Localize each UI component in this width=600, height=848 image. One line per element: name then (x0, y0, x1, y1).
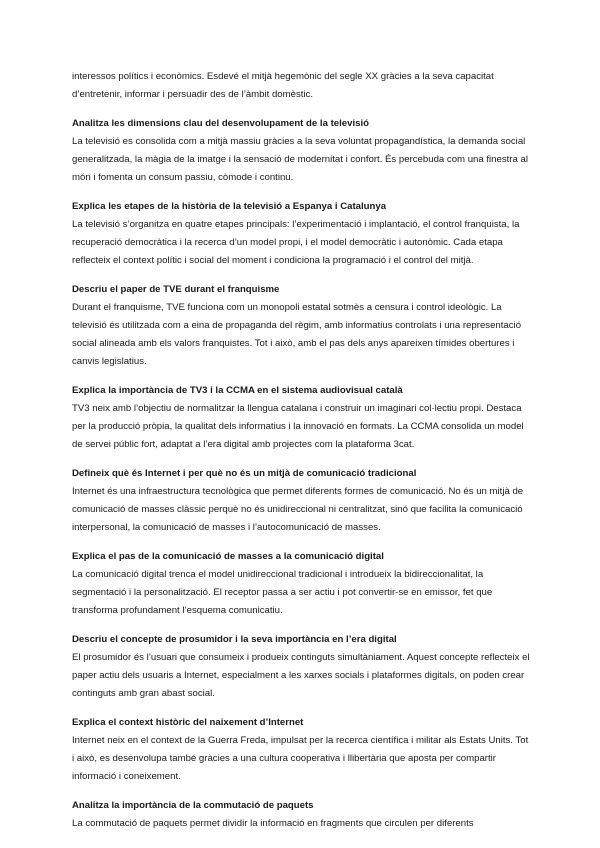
question-heading: Analitza la importància de la commutació de paquets (72, 800, 314, 811)
question-heading: Analitza les dimensions clau del desenvolupament de la televisió (72, 118, 369, 129)
question-heading: Explica el pas de la comunicació de masses a la comunicació digital (72, 551, 384, 562)
answer-paragraph: Internet neix en el context de la Guerra Freda, impulsat per la recerca científica i militar als Estats Units. Tot i això, es desenvolupa també gràcies a una cultura cooperativa i llibertària que aposta per compartir informació i coneixement. (72, 735, 529, 782)
answer-paragraph: Durant el franquisme, TVE funciona com un monopoli estatal sotmès a censura i control ideològic. La televisió és utilitzada com a eina de propaganda del règim, amb informatius controlats i una representació social alineada amb els valors franquistes. Tot i això, amb el pas dels anys apareixen tímides obertures i canvis legislatius. (72, 302, 522, 367)
qa-section (72, 115, 532, 187)
qa-section (72, 797, 532, 833)
answer-paragraph: Internet és una infraestructura tecnològica que permet diferents formes de comunicació. No és un mitjà de comunicació de masses clàssic perquè no és unidireccional ni centralitzat, sinó que facilita la comunicació interpersonal, la comunicació de masses i l’autocomunicació de masses. (72, 486, 524, 533)
answer-paragraph: La televisió es consolida com a mitjà massiu gràcies a la seva voluntat propagandística, la demanda social generalitzada, la màgia de la imatge i la sensació de modernitat i confort. És percebuda com una finestra al món i fomenta un consum passiu, còmode i continu. (72, 136, 528, 183)
qa-section (72, 548, 532, 620)
question-heading: Descriu el concepte de prosumidor i la seva importància en l’era digital (72, 634, 397, 645)
question-heading: Explica les etapes de la història de la televisió a Espanya i Catalunya (72, 201, 387, 212)
qa-section (72, 382, 532, 454)
question-heading: Defineix què és Internet i per què no és un mitjà de comunicació tradicional (72, 468, 417, 479)
intro-paragraph: interessos polítics i econòmics. Esdevé el mitjà hegemònic del segle XX gràcies a la seva capacitat d’entretenir, informar i persuadir des de l’àmbit domèstic. (72, 71, 494, 100)
qa-section (72, 281, 532, 371)
answer-paragraph: La commutació de paquets permet dividir la informació en fragments que circulen per diferents (72, 818, 474, 829)
answer-paragraph: La televisió s’organitza en quatre etapes principals: l’experimentació i implantació, el control franquista, la recuperació democràtica i la recerca d’un model propi, i el model democràtic i autonòmic. Cada etapa reflecteix el context polític i social del moment i condiciona la programació i el control del mitjà. (72, 219, 520, 266)
qa-section (72, 465, 532, 537)
answer-paragraph: El prosumidor és l’usuari que consumeix i produeix continguts simultàniament. Aquest concepte reflecteix el paper actiu dels usuaris a Internet, especialment a les xarxes socials i plataformes digitals, on poden crear continguts amb gran abast social. (72, 652, 530, 699)
qa-section (72, 631, 532, 703)
qa-section (72, 198, 532, 270)
answer-paragraph: La comunicació digital trenca el model unidireccional tradicional i introdueix la bidireccionalitat, la segmentació i la personalització. El receptor passa a ser actiu i pot convertir-se en emissor, fet que transforma profundament l’esquema comunicatiu. (72, 569, 493, 616)
question-heading: Explica el context històric del naixement d’Internet (72, 717, 304, 728)
document-page (72, 68, 532, 844)
qa-section (72, 714, 532, 786)
question-heading: Descriu el paper de TVE durant el franquisme (72, 284, 280, 295)
question-heading: Explica la importància de TV3 i la CCMA en el sistema audiovisual català (72, 385, 403, 396)
answer-paragraph: TV3 neix amb l’objectiu de normalitzar la llengua catalana i construir un imaginari col·lectiu propi. Destaca per la producció pròpia, la qualitat dels informatius i la innovació en formats. La CCMA consolida un model de servei públic fort, adaptat a l’era digital amb projectes com la plataforma 3cat. (72, 403, 524, 450)
